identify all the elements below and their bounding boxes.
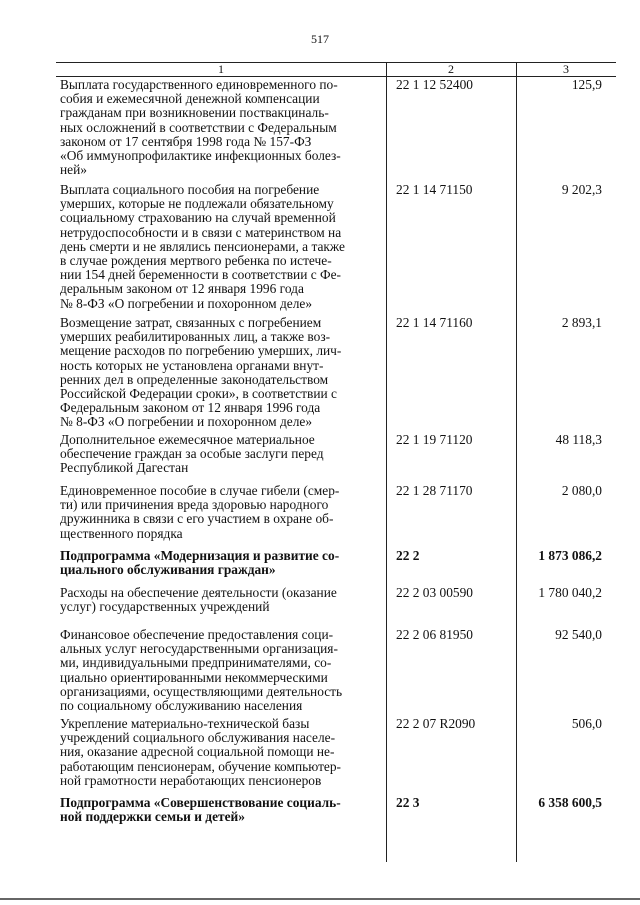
row-amount: 9 202,3 bbox=[561, 182, 602, 197]
page-bottom-edge bbox=[0, 898, 640, 900]
budget-table bbox=[56, 62, 616, 862]
row-description: Выплата социального пособия на погребение умерших, которые не подлежали обязательному социальному страхованию на случай временной нетрудоспособности и в связи с материнством на день смерти и не являлись пенсионерами, а также в случае рождения мертвого ребенка по истече- нии 154 дней беременности в соответствии с Фе- деральным законом от 12 января 1996 года № 8-ФЗ «О погребении и похоронном деле» bbox=[60, 182, 345, 311]
column-divider-2 bbox=[516, 62, 517, 862]
column-header-3: 3 bbox=[563, 62, 569, 76]
row-description: Дополнительное ежемесячное материальное обеспечение граждан за особые заслуги перед Республикой Дагестан bbox=[60, 432, 324, 476]
row-description: Укрепление материально-технической базы учреждений социального обслуживания населе- ния, оказание адресной социальной помощи не- работающим пенсионерам, обучение компьютер- ной грамотности неработающих пенсионеров bbox=[60, 716, 342, 788]
row-amount: 48 118,3 bbox=[555, 432, 602, 447]
row-code: 22 1 12 52400 bbox=[396, 77, 473, 92]
row-description: Выплата государственного единовременного по- собия и ежемесячной денежной компенсации гражданам при возникновении поствакциналь- ных осложнений в соответствии с Федеральным законом от 17 сентября 1998 года № 157-ФЗ «Об иммунопрофилактике инфекционных болез- ней» bbox=[60, 77, 341, 178]
row-amount: 2 893,1 bbox=[561, 315, 602, 330]
row-amount: 506,0 bbox=[571, 716, 602, 731]
row-code: 22 2 06 81950 bbox=[396, 627, 473, 642]
row-code: 22 1 14 71160 bbox=[396, 315, 473, 330]
row-code: 22 1 14 71150 bbox=[396, 182, 473, 197]
column-header-1: 1 bbox=[218, 62, 224, 76]
row-amount: 92 540,0 bbox=[555, 627, 602, 642]
row-description: Подпрограмма «Совершенствование социаль- ной поддержки семьи и детей» bbox=[60, 795, 341, 825]
row-amount: 1 780 040,2 bbox=[538, 585, 602, 600]
row-amount: 125,9 bbox=[571, 77, 602, 92]
column-header-2: 2 bbox=[448, 62, 454, 76]
row-code: 22 2 03 00590 bbox=[396, 585, 473, 600]
row-description: Подпрограмма «Модернизация и развитие со- циального обслуживания граждан» bbox=[60, 548, 340, 578]
row-description: Финансовое обеспечение предоставления соци- альных услуг негосударственными организация- ми, индивидуальными предпринимателями, со- циально ориентированными некоммерческими организациями, осуществляющими деятельность по социальному обслуживанию населения bbox=[60, 627, 343, 714]
row-code: 22 1 19 71120 bbox=[396, 432, 473, 447]
row-code: 22 2 bbox=[396, 548, 420, 563]
row-code: 22 2 07 R2090 bbox=[396, 716, 476, 731]
column-divider-1 bbox=[386, 62, 387, 862]
row-amount: 1 873 086,2 bbox=[538, 548, 602, 563]
row-description: Расходы на обеспечение деятельности (оказание услуг) государственных учреждений bbox=[60, 585, 337, 615]
row-amount: 2 080,0 bbox=[561, 483, 602, 498]
page-number: 517 bbox=[311, 32, 329, 46]
row-code: 22 1 28 71170 bbox=[396, 483, 473, 498]
row-code: 22 3 bbox=[396, 795, 420, 810]
row-description: Возмещение затрат, связанных с погребением умерших реабилитированных лиц, а также воз- мещение расходов по погребению умерших, лич- ность которых не установлена органами внут- ренних дел в определенные законодательством Российской Федерации сроки», в соответствии с Федеральным законом от 12 января 1996 года № 8-ФЗ «О погребении и похоронном деле» bbox=[60, 315, 342, 430]
row-description: Единовременное пособие в случае гибели (смер- ти) или причинения вреда здоровью народного дружинника в связи с его участием в охране об- щественного порядка bbox=[60, 483, 340, 541]
row-amount: 6 358 600,5 bbox=[538, 795, 602, 810]
